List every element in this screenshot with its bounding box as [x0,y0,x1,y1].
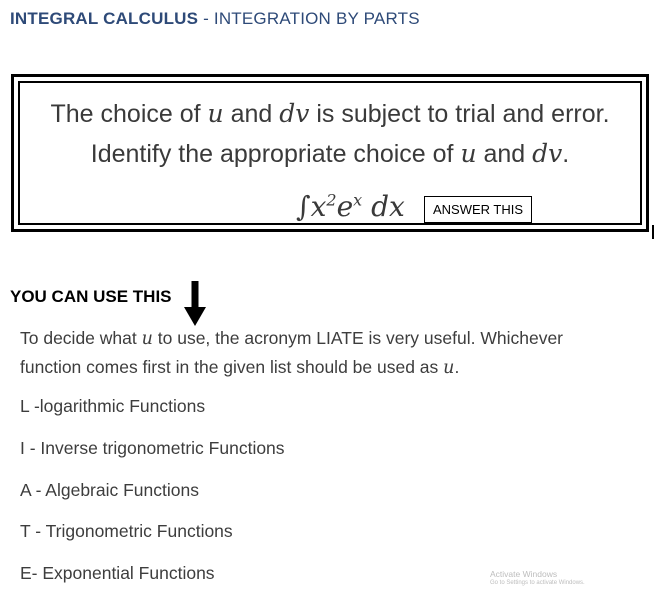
explanation-text-segment: . [454,357,460,377]
activate-windows-watermark [490,569,585,586]
math-variable-u: u [207,99,224,128]
question-line-2 [20,139,640,169]
liate-item-logarithmic: L -logarithmic Functions [20,396,206,416]
explanation-text-segment: To decide what [20,328,142,348]
liate-item-trigonometric: T - Trigonometric Functions [20,521,233,541]
liate-explanation [20,324,620,382]
liate-item-inverse-trig: I - Inverse trigonometric Functions [20,438,285,458]
question-line-1 [20,99,640,129]
explanation-line-2 [20,353,620,382]
math-variable-dv: dv [279,99,310,128]
question-text-segment: Identify the appropriate choice of [90,140,461,168]
liate-item-exponential: E- Exponential Functions [20,563,215,583]
question-box [11,74,649,232]
question-text-segment: and [476,140,533,168]
question-text-segment: is subject to trial and error. [309,100,610,128]
header-course-title: INTEGRAL CALCULUS [10,9,199,28]
watermark-title: Activate Windows [490,569,558,579]
watermark-subtitle: Go to Settings to activate Windows. [490,580,585,586]
formula-exponent-2: 2 [326,190,337,210]
explanation-text-segment: function comes first in the given list should be used as [20,357,444,377]
math-variable-u: u [443,358,455,378]
formula-base-e: e [336,190,354,223]
answer-this-button[interactable]: ANSWER THIS [424,196,532,223]
page-header [10,9,420,29]
math-variable-u: u [460,139,477,168]
integral-sign: ∫ [296,190,311,223]
hint-label: YOU CAN USE THIS [10,287,172,306]
question-box-inner-frame [18,81,642,225]
formula-exponent-x: x [353,190,363,210]
question-text-segment: The choice of [50,100,208,128]
integral-formula [296,190,405,223]
formula-base-x: x [310,190,327,223]
math-variable-dv: dv [532,139,563,168]
box-edge-line [652,225,654,239]
math-variable-u: u [141,329,153,349]
formula-dx: dx [371,190,405,223]
liate-item-algebraic: A - Algebraic Functions [20,480,199,500]
explanation-line-1 [20,324,620,353]
question-text-segment: and [223,100,280,128]
header-topic: - INTEGRATION BY PARTS [198,9,420,28]
explanation-text-segment: to use, the acronym LIATE is very useful. Whichever [152,328,564,348]
question-text-segment: . [562,140,570,168]
